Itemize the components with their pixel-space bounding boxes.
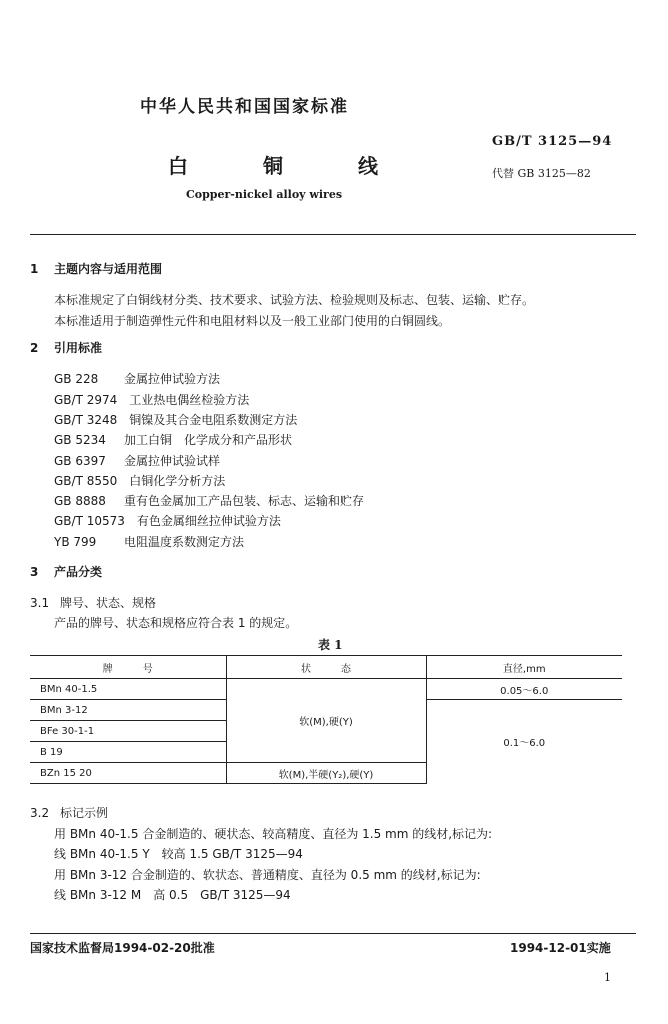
section-title: 引用标准	[54, 341, 103, 355]
page-number: 1	[604, 971, 611, 984]
reference-name: 有色金属细丝拉伸试验方法	[136, 514, 281, 528]
reference-code: GB/T 10573	[54, 514, 125, 528]
reference-name: 工业热电偶丝检验方法	[129, 393, 250, 407]
paragraph: 本标准规定了白铜线材分类、技术要求、试验方法、检验规则及标志、包装、运输、贮存。	[54, 293, 535, 307]
table-row	[30, 679, 622, 700]
reference-item	[54, 370, 220, 387]
section-number: 1	[30, 262, 39, 276]
reference-name: 金属拉伸试验试样	[124, 454, 221, 468]
subsection-title: 牌号、状态、规格	[60, 596, 157, 610]
reference-code: GB 8888	[54, 494, 106, 508]
state-cell: 软(M),硬(Y)	[226, 679, 426, 763]
reference-code: GB 6397	[54, 454, 106, 468]
section-number: 2	[30, 341, 39, 355]
paragraph: 用 BMn 3-12 合金制造的、软状态、普通精度、直径为 0.5 mm 的线材,标记为:	[54, 868, 481, 882]
grade-cell: BMn 40-1.5	[30, 679, 226, 700]
reference-item	[54, 452, 220, 469]
replaces-note: 代替 GB 3125—82	[492, 167, 591, 180]
subsection-number: 3.2	[30, 806, 50, 820]
marking-example: 线 BMn 40-1.5 Y 较高 1.5 GB/T 3125—94	[54, 847, 303, 861]
section-title: 主题内容与适用范围	[54, 262, 163, 276]
title-char: 白	[168, 154, 188, 178]
footer-divider	[30, 933, 636, 934]
marking-example: 线 BMn 3-12 M 高 0.5 GB/T 3125—94	[54, 888, 291, 902]
spec-table	[30, 655, 622, 784]
subsection-number: 3.1	[30, 596, 50, 610]
paragraph: 用 BMn 40-1.5 合金制造的、硬状态、较高精度、直径为 1.5 mm 的线材,标记为:	[54, 827, 493, 841]
reference-item	[54, 411, 297, 428]
column-header: 直径,mm	[426, 656, 622, 679]
reference-name: 金属拉伸试验方法	[124, 372, 221, 386]
diameter-cell: 0.1～6.0	[503, 738, 546, 750]
standard-number: GB/T 3125—94	[492, 134, 613, 149]
reference-code: GB/T 8550	[54, 474, 118, 488]
section-title: 产品分类	[54, 565, 103, 579]
reference-code: GB/T 2974	[54, 393, 118, 407]
grade-cell: B 19	[30, 742, 226, 763]
subsection-title: 标记示例	[60, 806, 109, 820]
reference-name: 铜镍及其合金电阻系数测定方法	[129, 413, 298, 427]
document-title	[168, 150, 378, 179]
column-header: 状 态	[226, 656, 426, 679]
reference-code: YB 799	[54, 535, 97, 549]
grade-cell: BZn 15 20	[30, 763, 226, 784]
reference-item	[54, 492, 364, 509]
header-divider	[30, 234, 636, 235]
section-3-heading	[30, 563, 102, 580]
column-header: 牌 号	[30, 656, 226, 679]
effective-date: 1994-12-01实施	[510, 941, 611, 955]
reference-name: 重有色金属加工产品包装、标志、运输和贮存	[124, 494, 365, 508]
english-title: Copper-nickel alloy wires	[186, 188, 343, 201]
table-caption: 表 1	[318, 638, 343, 652]
section-1-heading	[30, 260, 162, 277]
reference-code: GB 228	[54, 372, 99, 386]
grade-cell: BMn 3-12	[30, 700, 226, 721]
state-cell: 软(M),半硬(Y₂),硬(Y)	[226, 763, 426, 784]
title-char: 线	[358, 154, 378, 178]
reference-item	[54, 431, 292, 448]
reference-name: 加工白铜 化学成分和产品形状	[124, 433, 293, 447]
approval-date: 国家技术监督局1994-02-20批准	[30, 941, 215, 955]
subsection-3-1-heading	[30, 594, 156, 611]
reference-name: 白铜化学分析方法	[129, 474, 226, 488]
diameter-cell: 0.05～6.0	[426, 679, 622, 700]
reference-item	[54, 472, 225, 489]
grade-cell: BFe 30-1-1	[30, 721, 226, 742]
paragraph: 本标准适用于制造弹性元件和电阻材料以及一般工业部门使用的白铜圆线。	[54, 314, 451, 328]
title-char: 铜	[263, 154, 283, 178]
reference-item	[54, 533, 244, 550]
reference-item	[54, 512, 281, 529]
reference-code: GB 5234	[54, 433, 106, 447]
section-number: 3	[30, 565, 39, 579]
reference-name: 电阻温度系数测定方法	[124, 535, 245, 549]
reference-code: GB/T 3248	[54, 413, 118, 427]
reference-item	[54, 391, 249, 408]
national-standard-heading: 中华人民共和国国家标准	[140, 97, 349, 117]
subsection-3-2-heading	[30, 804, 108, 821]
section-2-heading	[30, 339, 102, 356]
table-header-row	[30, 656, 622, 679]
paragraph: 产品的牌号、状态和规格应符合表 1 的规定。	[54, 616, 298, 630]
